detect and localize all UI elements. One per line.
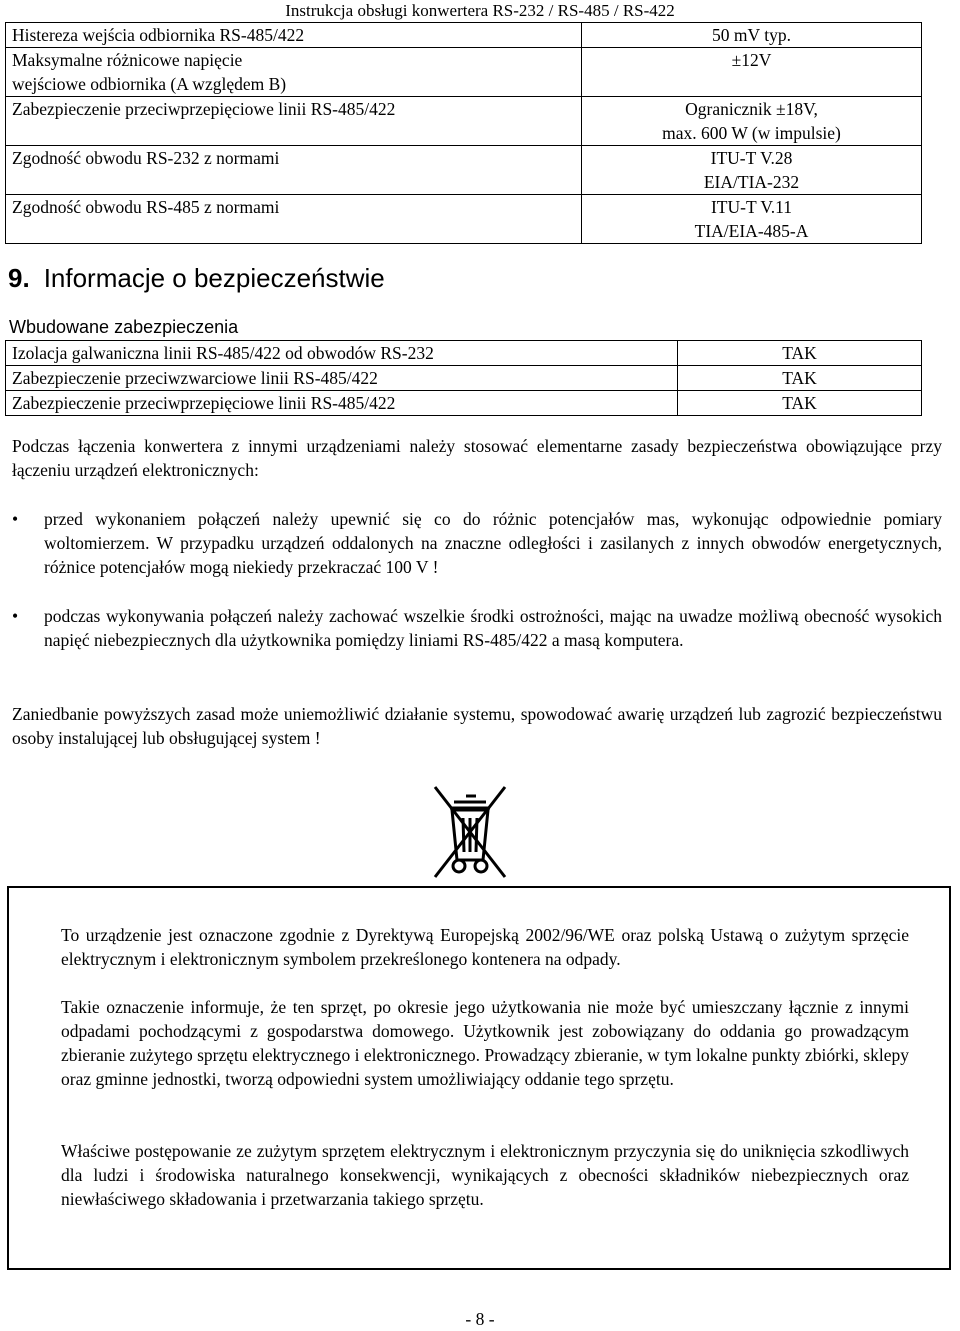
- table-row: [6, 366, 922, 391]
- list-item-text: przed wykonaniem połączeń należy upewnić się co do różnic potencjałów mas, wykonując odpowiednie pomiary woltomierzem. W przypadku urządzeń oddalonych na znaczne odległości i zasilanych z innych obwodów energetycznych, różnice potencjałów mogą niekiedy przekraczać 100 V !: [44, 509, 942, 577]
- spec-label: Zabezpieczenie przeciwprzepięciowe linii RS-485/422: [6, 97, 582, 146]
- protection-value: TAK: [678, 341, 922, 366]
- table-row: [6, 48, 922, 97]
- page-header: Instrukcja obsługi konwertera RS-232 / RS-485 / RS-422: [285, 1, 675, 20]
- table-row: [6, 146, 922, 195]
- spec-value: ITU-T V.28 EIA/TIA-232: [582, 146, 922, 195]
- protection-label: Izolacja galwaniczna linii RS-485/422 od obwodów RS-232: [6, 341, 678, 366]
- section-heading: [8, 261, 385, 295]
- subsection-heading: Wbudowane zabezpieczenia: [9, 317, 239, 337]
- spec-value: ITU-T V.11 TIA/EIA-485-A: [582, 195, 922, 244]
- bullet-icon: •: [12, 606, 19, 626]
- list-item-text: podczas wykonywania połączeń należy zachować wszelkie środki ostrożności, mając na uwadze możliwą obecność wysokich napięć niebezpiecznych dla użytkownika pomiędzy liniami RS-485/422 a masą komputera.: [44, 606, 942, 650]
- spec-label: Zgodność obwodu RS-232 z normami: [6, 146, 582, 195]
- spec-value: Ogranicznik ±18V, max. 600 W (w impulsie): [582, 97, 922, 146]
- table-row: [6, 97, 922, 146]
- table-row: [6, 341, 922, 366]
- protection-value: TAK: [678, 366, 922, 391]
- protection-label: Zabezpieczenie przeciwprzepięciowe linii RS-485/422: [6, 391, 678, 416]
- table-row: [6, 391, 922, 416]
- table-row: [6, 23, 922, 48]
- section-number: 9.: [8, 263, 30, 293]
- protection-label: Zabezpieczenie przeciwzwarciowe linii RS-485/422: [6, 366, 678, 391]
- weee-paragraph: To urządzenie jest oznaczone zgodnie z Dyrektywą Europejską 2002/96/WE oraz polską Ustawą o zużytym sprzęcie elektrycznym i elektronicznym symbolem przekreślonego kontenera na odpady.: [61, 925, 909, 969]
- protection-value: TAK: [678, 391, 922, 416]
- warning-paragraph: Zaniedbanie powyższych zasad może uniemożliwić działanie systemu, spowodować awarię urządzeń lub zagrozić bezpieczeństwu osoby instalującej lub obsługującej system !: [12, 704, 942, 748]
- protections-table: [5, 340, 922, 416]
- table-row: [6, 195, 922, 244]
- weee-notice-box: [7, 886, 951, 1270]
- spec-value: 50 mV typ.: [582, 23, 922, 48]
- spec-label: Histereza wejścia odbiornika RS-485/422: [6, 23, 582, 48]
- weee-paragraph: Takie oznaczenie informuje, że ten sprzęt, po okresie jego użytkowania nie może być umieszczany łącznie z innymi odpadami pochodzącymi z gospodarstwa domowego. Użytkownik jest zobowiązany do oddania go prowadzącym zbieranie zużytego sprzętu elektrycznego i elektronicznego. Prowadzący zbieranie, w tym lokalne punkty zbiórki, sklepy oraz gminne jednostki, tworzą odpowiedni system umożliwiający oddanie tego sprzętu.: [61, 997, 909, 1089]
- spec-value: ±12V: [582, 48, 922, 97]
- page-number: - 8 -: [465, 1309, 495, 1329]
- section-title: Informacje o bezpieczeństwie: [43, 263, 385, 293]
- bullet-icon: •: [12, 509, 19, 529]
- spec-label: Maksymalne różnicowe napięcie wejściowe odbiornika (A względem B): [6, 48, 582, 97]
- crossed-out-wheelie-bin-icon: [432, 782, 508, 882]
- spec-label: Zgodność obwodu RS-485 z normami: [6, 195, 582, 244]
- intro-paragraph: Podczas łączenia konwertera z innymi urządzeniami należy stosować elementarne zasady bezpieczeństwa obowiązujące przy łączeniu urządzeń elektronicznych:: [12, 436, 942, 480]
- spec-table: [5, 22, 922, 244]
- weee-paragraph: Właściwe postępowanie ze zużytym sprzętem elektrycznym i elektronicznym przyczynia się do uniknięcia szkodliwych dla ludzi i środowiska naturalnego konsekwencji, wynikających z obecności składników niebezpiecznych oraz niewłaściwego składowania i przetwarzania takiego sprzętu.: [61, 1141, 909, 1209]
